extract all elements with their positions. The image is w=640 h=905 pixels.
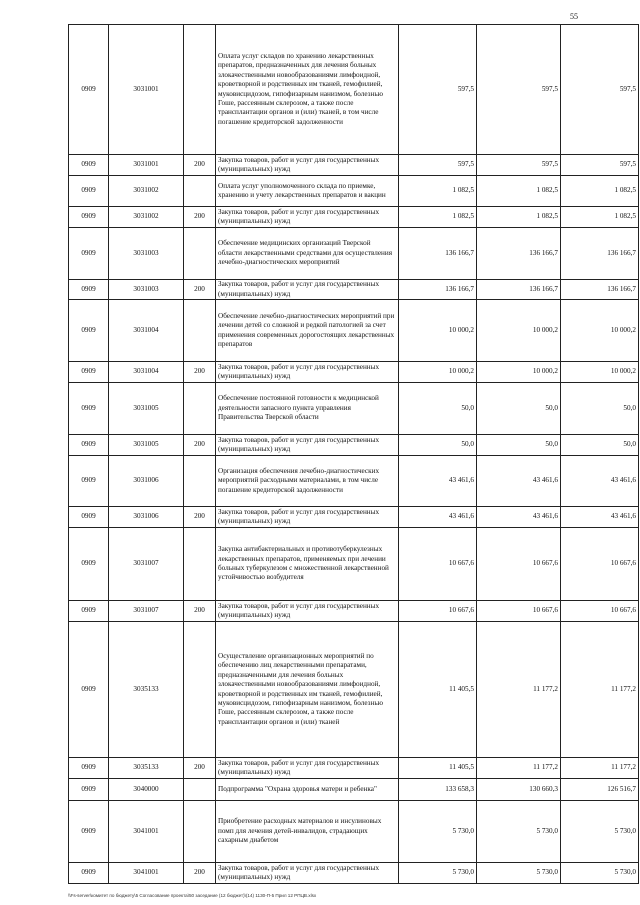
article-code: 3031003 [109,228,184,280]
budget-table-body [69,25,639,884]
article-code: 3031002 [109,207,184,228]
expense-kind-code [184,528,216,601]
amount-year-2: 50,0 [477,435,561,456]
expense-kind-code: 200 [184,507,216,528]
amount-year-3: 5 730,0 [561,801,639,863]
amount-year-3: 10 667,6 [561,528,639,601]
expense-kind-code: 200 [184,207,216,228]
amount-year-2: 130 660,3 [477,779,561,801]
amount-year-3: 597,5 [561,25,639,155]
item-name: Закупка товаров, работ и услуг для государственных (муниципальных) нужд [216,863,399,884]
amount-year-1: 43 461,6 [399,507,477,528]
item-name: Закупка товаров, работ и услуг для государственных (муниципальных) нужд [216,507,399,528]
table-row [69,25,639,155]
article-code: 3035133 [109,622,184,758]
table-row [69,300,639,362]
item-name: Обеспечение лечебно-диагностических мероприятий при лечении детей со сложной и редкой патологией за счет применения современных дорогостоящих лекарственных препаратов [216,300,399,362]
section-code: 0909 [69,383,109,435]
amount-year-1: 11 405,5 [399,758,477,779]
section-code: 0909 [69,280,109,300]
section-code: 0909 [69,801,109,863]
amount-year-1: 5 730,0 [399,801,477,863]
amount-year-1: 43 461,6 [399,456,477,507]
amount-year-1: 597,5 [399,25,477,155]
section-code: 0909 [69,601,109,622]
item-name: Осуществление организационных мероприятий по обеспечению лиц лекарственными препаратами, предназначенными для лечения больных злокачественными новообразованиями лимфоидной, кроветворной и родственных им тканей, гемофилией, муковисцидозом, гипофизарным нанизмом, болезнью Гоше, рассеянным склерозом, а также после трансплантации органов и (или) тканей [216,622,399,758]
table-row [69,280,639,300]
amount-year-2: 10 667,6 [477,601,561,622]
article-code: 3041001 [109,801,184,863]
expense-kind-code [184,383,216,435]
amount-year-3: 43 461,6 [561,507,639,528]
item-name: Организация обеспечения лечебно-диагностических мероприятий расходными материалами, в том числе погашение кредиторской задолженности [216,456,399,507]
article-code: 3031004 [109,362,184,383]
section-code: 0909 [69,863,109,884]
table-row [69,228,639,280]
table-row [69,863,639,884]
amount-year-2: 1 082,5 [477,207,561,228]
table-row [69,601,639,622]
amount-year-2: 5 730,0 [477,863,561,884]
amount-year-2: 597,5 [477,25,561,155]
amount-year-2: 11 177,2 [477,758,561,779]
amount-year-3: 11 177,2 [561,622,639,758]
expense-kind-code [184,300,216,362]
table-row [69,383,639,435]
amount-year-3: 597,5 [561,155,639,176]
amount-year-1: 1 082,5 [399,176,477,207]
item-name: Закупка товаров, работ и услуг для государственных (муниципальных) нужд [216,280,399,300]
section-code: 0909 [69,758,109,779]
article-code: 3031007 [109,528,184,601]
section-code: 0909 [69,300,109,362]
expense-kind-code [184,25,216,155]
expense-kind-code: 200 [184,362,216,383]
amount-year-2: 136 166,7 [477,228,561,280]
amount-year-1: 50,0 [399,383,477,435]
article-code: 3040000 [109,779,184,801]
article-code: 3031001 [109,25,184,155]
section-code: 0909 [69,456,109,507]
amount-year-2: 11 177,2 [477,622,561,758]
amount-year-3: 5 730,0 [561,863,639,884]
expense-kind-code: 200 [184,863,216,884]
table-row [69,622,639,758]
amount-year-2: 136 166,7 [477,280,561,300]
budget-table [68,24,639,884]
table-row [69,435,639,456]
expense-kind-code [184,622,216,758]
article-code: 3031001 [109,155,184,176]
amount-year-2: 1 082,5 [477,176,561,207]
item-name: Закупка товаров, работ и услуг для государственных (муниципальных) нужд [216,758,399,779]
amount-year-3: 50,0 [561,383,639,435]
file-path-footer: \\Fs-server\комитет по бюджету\5 Согласование проекта\50 заседание (12 бюджет)\(14) 1130-П-5 Прил 12 РПЦВ.xlsx [68,893,317,898]
section-code: 0909 [69,176,109,207]
table-row [69,758,639,779]
section-code: 0909 [69,507,109,528]
amount-year-1: 136 166,7 [399,228,477,280]
article-code: 3035133 [109,758,184,779]
table-row [69,362,639,383]
amount-year-3: 1 082,5 [561,176,639,207]
amount-year-2: 10 000,2 [477,300,561,362]
amount-year-1: 133 658,3 [399,779,477,801]
amount-year-3: 136 166,7 [561,228,639,280]
expense-kind-code: 200 [184,601,216,622]
amount-year-2: 5 730,0 [477,801,561,863]
expense-kind-code [184,801,216,863]
table-row [69,528,639,601]
amount-year-2: 50,0 [477,383,561,435]
amount-year-3: 10 000,2 [561,300,639,362]
amount-year-1: 5 730,0 [399,863,477,884]
table-row [69,779,639,801]
article-code: 3031003 [109,280,184,300]
section-code: 0909 [69,228,109,280]
item-name: Подпрограмма "Охрана здоровья матери и ребенка" [216,779,399,801]
expense-kind-code [184,228,216,280]
amount-year-1: 10 000,2 [399,300,477,362]
article-code: 3031005 [109,383,184,435]
table-row [69,801,639,863]
section-code: 0909 [69,362,109,383]
amount-year-3: 50,0 [561,435,639,456]
amount-year-3: 126 516,7 [561,779,639,801]
amount-year-3: 10 667,6 [561,601,639,622]
item-name: Оплата услуг уполномоченного склада по приемке, хранению и учету лекарственных препаратов и вакцин [216,176,399,207]
item-name: Закупка товаров, работ и услуг для государственных (муниципальных) нужд [216,207,399,228]
item-name: Закупка товаров, работ и услуг для государственных (муниципальных) нужд [216,362,399,383]
article-code: 3031006 [109,456,184,507]
table-row [69,176,639,207]
expense-kind-code: 200 [184,155,216,176]
section-code: 0909 [69,528,109,601]
amount-year-3: 11 177,2 [561,758,639,779]
article-code: 3031002 [109,176,184,207]
amount-year-2: 10 667,6 [477,528,561,601]
section-code: 0909 [69,207,109,228]
table-row [69,456,639,507]
article-code: 3031006 [109,507,184,528]
item-name: Обеспечение постоянной готовности к медицинской деятельности запасного пункта управления Правительства Тверской области [216,383,399,435]
expense-kind-code [184,176,216,207]
expense-kind-code [184,779,216,801]
item-name: Приобретение расходных материалов и инсулиновых помп для лечения детей-инвалидов, страдающих сахарным диабетом [216,801,399,863]
amount-year-3: 1 082,5 [561,207,639,228]
amount-year-3: 43 461,6 [561,456,639,507]
amount-year-2: 10 000,2 [477,362,561,383]
amount-year-3: 136 166,7 [561,280,639,300]
amount-year-2: 43 461,6 [477,507,561,528]
item-name: Закупка товаров, работ и услуг для государственных (муниципальных) нужд [216,155,399,176]
table-row [69,507,639,528]
amount-year-1: 11 405,5 [399,622,477,758]
article-code: 3031004 [109,300,184,362]
amount-year-3: 10 000,2 [561,362,639,383]
section-code: 0909 [69,25,109,155]
section-code: 0909 [69,622,109,758]
amount-year-1: 10 667,6 [399,528,477,601]
expense-kind-code: 200 [184,435,216,456]
item-name: Обеспечение медицинских организаций Тверской области лекарственными средствами для осуществления лечебно-диагностических мероприятий [216,228,399,280]
amount-year-1: 597,5 [399,155,477,176]
article-code: 3041001 [109,863,184,884]
section-code: 0909 [69,779,109,801]
amount-year-2: 597,5 [477,155,561,176]
page-number: 55 [570,12,578,21]
amount-year-1: 10 000,2 [399,362,477,383]
expense-kind-code: 200 [184,280,216,300]
item-name: Закупка товаров, работ и услуг для государственных (муниципальных) нужд [216,435,399,456]
amount-year-2: 43 461,6 [477,456,561,507]
section-code: 0909 [69,435,109,456]
item-name: Закупка товаров, работ и услуг для государственных (муниципальных) нужд [216,601,399,622]
amount-year-1: 10 667,6 [399,601,477,622]
table-row [69,155,639,176]
article-code: 3031007 [109,601,184,622]
expense-kind-code [184,456,216,507]
article-code: 3031005 [109,435,184,456]
table-row [69,207,639,228]
amount-year-1: 50,0 [399,435,477,456]
section-code: 0909 [69,155,109,176]
expense-kind-code: 200 [184,758,216,779]
amount-year-1: 1 082,5 [399,207,477,228]
item-name: Оплата услуг складов по хранению лекарственных препаратов, предназначенных для лечения больных злокачественными новообразованиями лимфоидной, кроветворной и родственных им тканей, гемофилией, муковисцидозом, гипофизарным нанизмом, болезнью Гоше, рассеянным склерозом, а также после трансплантации органов и (или) тканей, в том числе погашение кредиторской задолженности [216,25,399,155]
amount-year-1: 136 166,7 [399,280,477,300]
item-name: Закупка антибактериальных и противотуберкулезных лекарственных препаратов, применяемых при лечении больных туберкулезом с множественной лекарственной устойчивостью возбудителя [216,528,399,601]
